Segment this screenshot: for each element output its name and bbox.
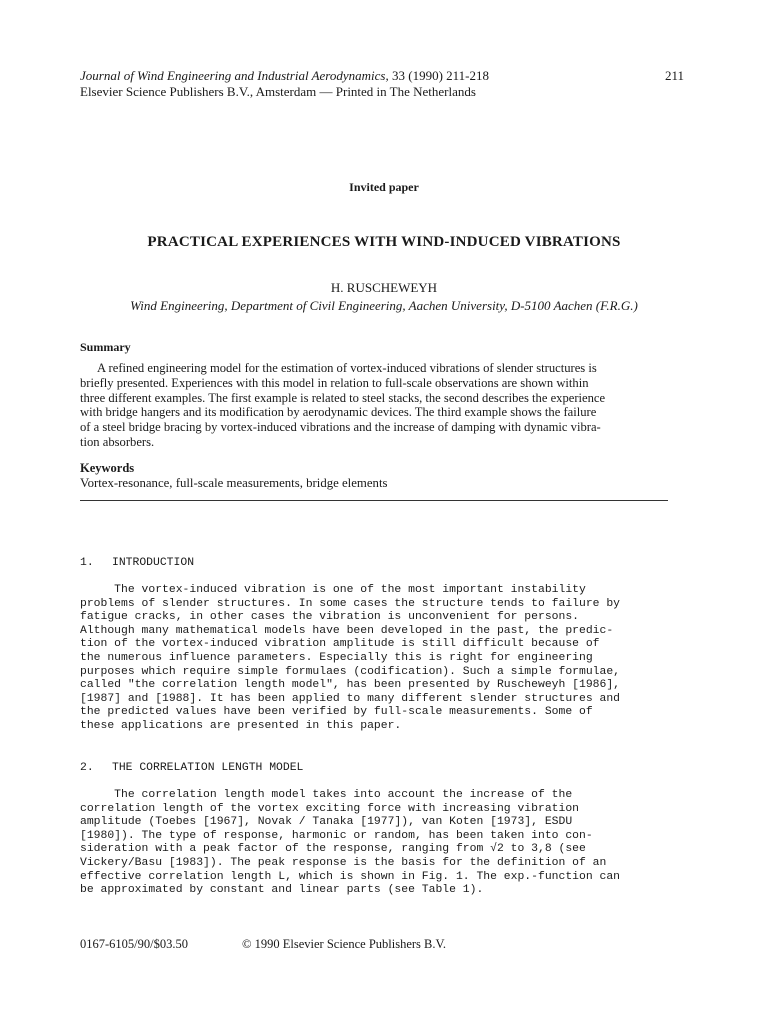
body-line: [1980]). The type of response, harmonic or random, has been taken into con- [80,829,593,842]
body-line: purposes which require simple formulaes (codification). Such a simple formulae, [80,665,621,678]
article-title: PRACTICAL EXPERIENCES WITH WIND-INDUCED VIBRATIONS [147,234,621,250]
body-line: problems of slender structures. In some cases the structure tends to failure by [80,597,621,610]
body-line: these applications are presented in this paper. [80,719,402,732]
section-number: 2. [80,762,94,774]
body-line: [1987] and [1988]. It has been applied to many different slender structures and [80,692,621,705]
author-affiliation: Wind Engineering, Department of Civil Engineering, Aachen University, D-5100 Aachen (F.R.G.) [130,298,638,313]
section-heading-introduction [80,557,194,569]
body-line: The vortex-induced vibration is one of the most important instability [80,584,586,596]
summary-line: A refined engineering model for the estimation of vortex-induced vibrations of slender structures is [97,361,597,375]
summary-line: tion absorbers. [80,434,155,449]
body-line: amplitude (Toebes [1967], Novak / Tanaka [1977]), van Koten [1973], ESDU [80,816,573,829]
journal-header [80,68,489,100]
journal-volume-pages: 33 (1990) 211-218 [388,68,489,83]
body-line: Although many mathematical models have been developed in the past, the predic- [80,624,614,637]
keywords-text: Vortex-resonance, full-scale measurements, bridge elements [80,476,388,490]
copyright-notice: © 1990 Elsevier Science Publishers B.V. [242,937,447,951]
journal-citation-line [80,68,489,84]
page-number: 211 [664,68,684,83]
introduction-body [80,584,620,734]
body-line: correlation length of the vortex exciting force with increasing vibration [80,802,579,815]
body-line: called "the correlation length model", has been presented by Ruscheweyh [1986], [80,679,621,692]
body-line: effective correlation length L, which is shown in Fig. 1. The exp.-function can [80,870,621,883]
section-heading-correlation-length-model [80,762,303,774]
section-divider [80,500,668,501]
journal-name: Journal of Wind Engineering and Industrial Aerodynamics, [80,68,389,83]
section-title: THE CORRELATION LENGTH MODEL [112,762,304,774]
summary-text [80,361,670,450]
correlation-model-body [80,789,620,898]
body-line: the numerous influence parameters. Especially this is right for engineering [80,651,593,664]
body-line: the predicted values have been verified by full-scale measurements. Some of [80,706,593,719]
body-line: tion of the vortex-induced vibration amplitude is still difficult because of [80,638,600,651]
summary-line: with bridge hangers and its modification by aerodynamic devices. The third example shows the failure [80,405,597,420]
section-title: INTRODUCTION [112,557,195,569]
body-line: sideration with a peak factor of the response, ranging from √2 to 3,8 (see [80,843,586,856]
section-number: 1. [80,557,94,569]
summary-heading: Summary [80,340,131,354]
body-line: The correlation length model takes into account the increase of the [80,789,573,801]
summary-line: briefly presented. Experiences with this model in relation to full-scale observations are shown within [80,375,589,390]
publisher-line: Elsevier Science Publishers B.V., Amsterdam — Printed in The Netherlands [80,84,476,99]
keywords-heading: Keywords [80,461,135,475]
body-line: fatigue cracks, in other cases the vibration is unconvenient for persons. [80,611,579,624]
summary-line: of a steel bridge bracing by vortex-induced vibrations and the increase of damping with dynamic vibra- [80,420,601,435]
summary-line: three different examples. The first example is related to steel stacks, the second describes the experience [80,390,606,405]
article-author: H. RUSCHEWEYH [330,280,438,295]
issn-price-code: 0167-6105/90/$03.50 [80,937,188,951]
article-type: Invited paper [349,180,419,194]
body-line: Vickery/Basu [1983]). The peak response is the basis for the definition of an [80,856,607,869]
body-line: be approximated by constant and linear parts (see Table 1). [80,884,484,897]
